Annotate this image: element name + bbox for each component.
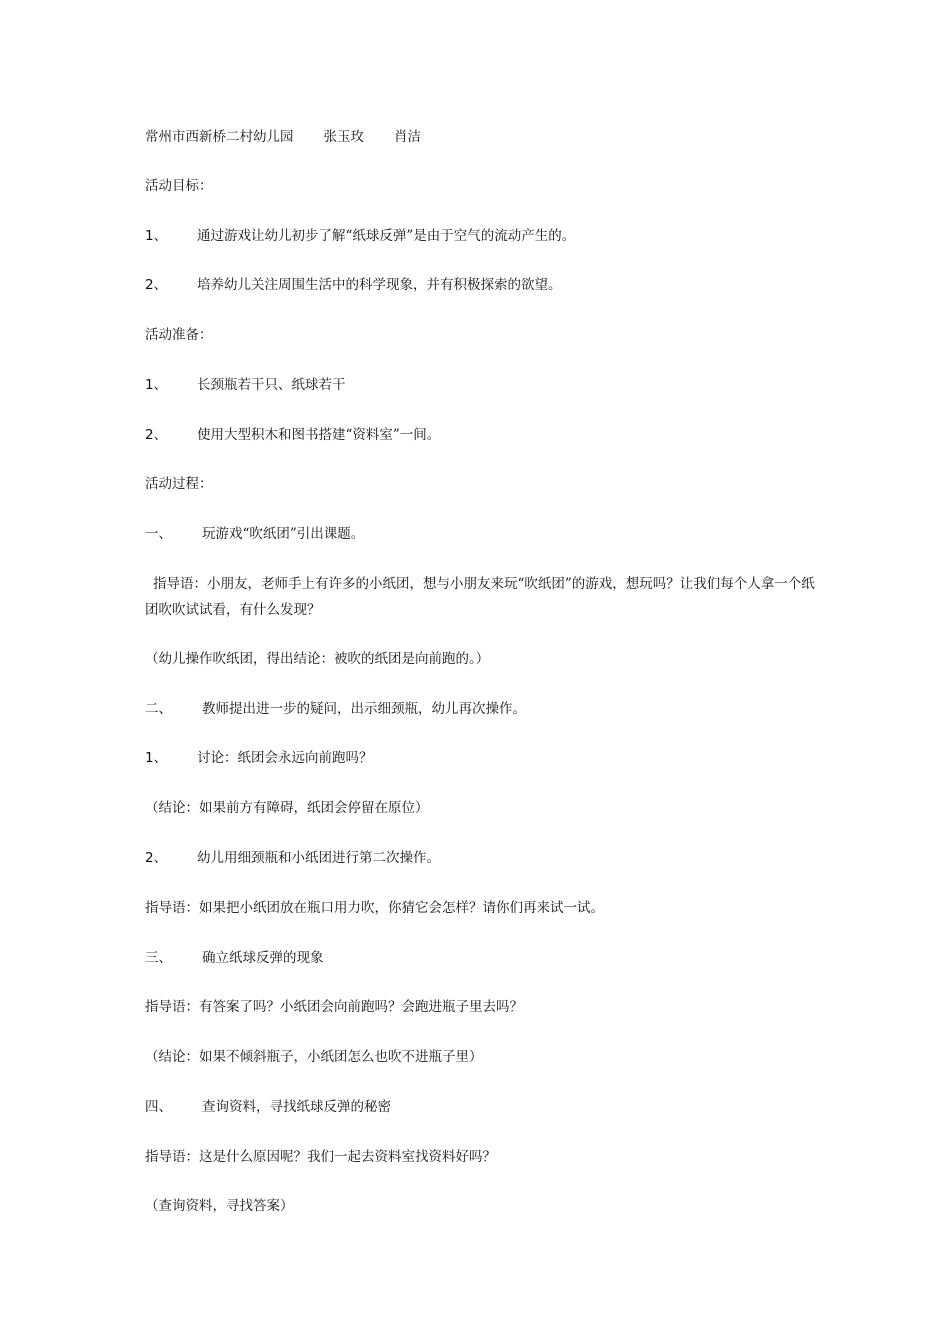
process-step	[145, 946, 815, 970]
item-number: 2、	[145, 277, 168, 293]
goal-item	[145, 273, 815, 297]
process-step	[145, 522, 815, 546]
step-number: 二、	[145, 701, 172, 717]
sub-item	[145, 846, 815, 870]
item-number: 1、	[145, 750, 168, 766]
section-title-prep: 活动准备：	[145, 327, 213, 343]
item-number: 2、	[145, 850, 168, 866]
prep-item	[145, 423, 815, 447]
guide-text: 指导语：有答案了吗？小纸团会向前跑吗？会跑进瓶子里去吗？	[145, 999, 523, 1015]
result-text: （查询资料，寻找答案）	[145, 1198, 294, 1214]
step-number: 三、	[145, 950, 172, 966]
goal-item	[145, 224, 815, 248]
result-text: （结论：如果前方有障碍，纸团会停留在原位）	[145, 800, 429, 816]
step-number: 四、	[145, 1099, 172, 1115]
item-number: 2、	[145, 427, 168, 443]
guide-text: 指导语：如果把小纸团放在瓶口用力吹，你猜它会怎样？请你们再来试一试。	[145, 900, 604, 916]
item-text: 幼儿用细颈瓶和小纸团进行第二次操作。	[197, 850, 440, 866]
item-text: 长颈瓶若干只、纸球若干	[197, 377, 346, 393]
item-text: 培养幼儿关注周围生活中的科学现象，并有积极探索的欲望。	[197, 277, 562, 293]
step-number: 一、	[145, 526, 172, 542]
item-text: 使用大型积木和图书搭建“资料室”一间。	[197, 427, 441, 443]
process-step	[145, 697, 815, 721]
author-name: 张玉玫	[323, 129, 364, 145]
header-line	[145, 125, 815, 149]
step-text: 教师提出进一步的疑问，出示细颈瓶，幼儿再次操作。	[202, 701, 526, 717]
item-number: 1、	[145, 228, 168, 244]
result-text: （结论：如果不倾斜瓶子，小纸团怎么也吹不进瓶子里）	[145, 1049, 483, 1065]
guide-text: 指导语：这是什么原因呢？我们一起去资料室找资料好吗？	[145, 1149, 496, 1165]
step-text: 查询资料，寻找纸球反弹的秘密	[202, 1099, 391, 1115]
school-name: 常州市西新桥二村幼儿园	[145, 129, 294, 145]
sub-item	[145, 746, 815, 770]
item-text: 讨论：纸团会永远向前跑吗？	[197, 750, 373, 766]
item-number: 1、	[145, 377, 168, 393]
author-name: 肖洁	[394, 129, 421, 145]
item-text: 通过游戏让幼儿初步了解“纸球反弹”是由于空气的流动产生的。	[197, 228, 576, 244]
guide-text: 指导语：小朋友，老师手上有许多的小纸团，想与小朋友来玩“吹纸团”的游戏，想玩吗？让我们每个人拿一个纸团吹吹试试看，有什么发现？	[145, 576, 815, 618]
step-text: 玩游戏“吹纸团”引出课题。	[202, 526, 365, 542]
prep-item	[145, 373, 815, 397]
step-text: 确立纸球反弹的现象	[202, 950, 324, 966]
result-text: （幼儿操作吹纸团，得出结论：被吹的纸团是向前跑的。）	[145, 651, 490, 667]
section-title-process: 活动过程：	[145, 476, 213, 492]
process-step	[145, 1095, 815, 1119]
section-title-goals: 活动目标：	[145, 178, 213, 194]
